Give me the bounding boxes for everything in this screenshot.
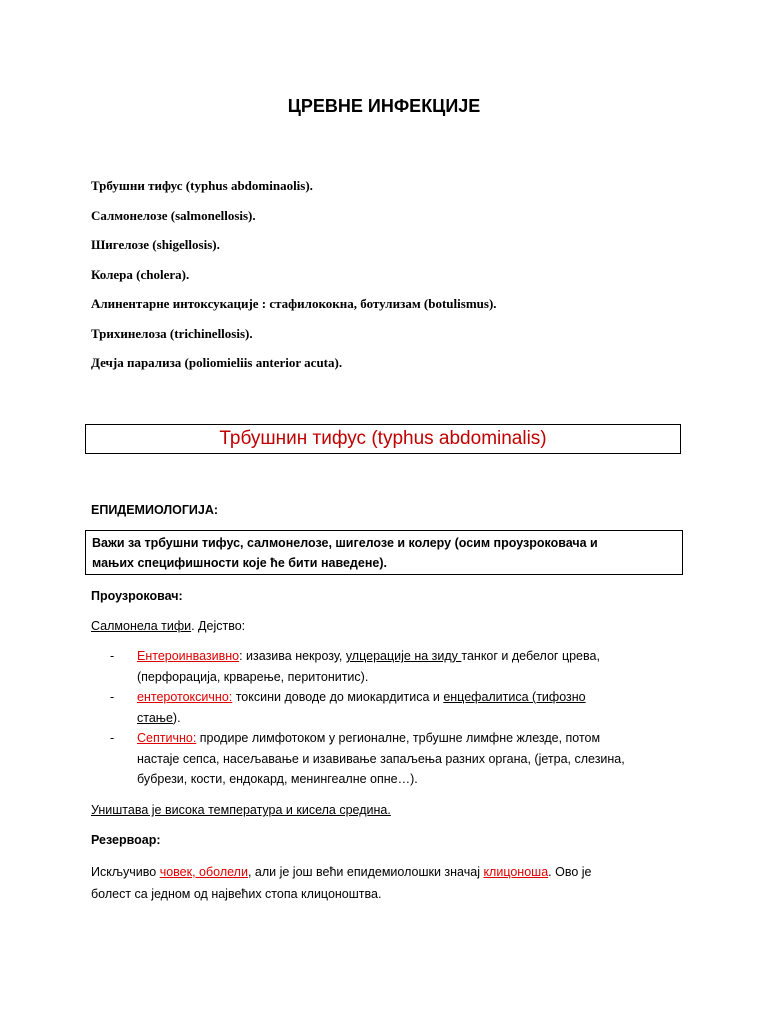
list-item: Трбушни тифус (typhus abdominaolis). — [91, 178, 313, 193]
note-box — [85, 530, 683, 575]
list-item: Трихинелоза (trichinellosis). — [91, 325, 253, 341]
reservoir-text-e: . Ово је — [548, 865, 592, 879]
list-item: Алинентарне интоксукације : стафилококна, ботулизам (botulismus). — [91, 296, 497, 311]
list-item: Дечја парализа (poliomieliis anterior acuta). — [91, 355, 343, 370]
effect-underlined: улцерације на зиду — [345, 649, 462, 663]
epidemiology-label: ЕПИДЕМИОЛОГИЈА: — [91, 503, 219, 517]
document-title: ЦРЕВНЕ ИНФЕКЦИЈЕ — [287, 96, 481, 116]
pathogen-name: Салмонела тифи — [91, 619, 192, 633]
effect-text: бубрези, кости, ендокард, менингеалне опне…). — [137, 772, 418, 786]
reservoir-text — [91, 861, 591, 905]
cause-label: Проузроковач: — [91, 589, 183, 603]
effect-text: настаје сепса, насељавање и изавивање запаљења разних органа, (јетра, слезина, — [137, 751, 625, 766]
effect-text: танког и дебелог црева, — [461, 649, 600, 663]
list-item — [110, 728, 680, 790]
bullet-dash: - — [110, 731, 115, 745]
destroyed-by: Уништава је висока температура и кисела средина. — [91, 803, 391, 817]
effect-text: продире лимфотоком у регионалне, трбушне лимфне жлезде, потом — [196, 731, 601, 745]
cause-line — [91, 616, 245, 637]
reservoir-text-a: Искључиво — [91, 865, 160, 879]
note-line-2: мањих специфишности које ће бити наведене). — [92, 556, 387, 570]
list-item: Колера (cholera). — [91, 266, 190, 282]
effect-term: ентеротоксично: — [137, 690, 233, 704]
effects-list — [110, 646, 680, 790]
effect-underlined: енцефалитиса (тифозно — [443, 690, 586, 704]
section-heading-box — [85, 424, 681, 454]
disease-list — [91, 178, 497, 385]
list-item — [110, 687, 680, 728]
note-line-1: Важи за трбушни тифус, салмонелозе, шигелозе и колеру (осим проузроковача и — [92, 536, 598, 550]
effect-text: : изазива некрозу, — [239, 649, 346, 663]
effect-term: Септично: — [137, 731, 197, 745]
effect-term: Ентероинвазивно — [137, 649, 240, 663]
bullet-dash: - — [110, 690, 115, 704]
reservoir-line-2: болест са једном од највећих стопа клицоноштва. — [91, 887, 382, 901]
effect-underlined: стање — [137, 710, 173, 725]
list-item: Шигелозе (shigellosis). — [91, 237, 220, 252]
section-heading: Трбушнин тифус (typhus abdominalis) — [219, 428, 547, 449]
reservoir-carrier: клицоноша — [483, 865, 549, 879]
reservoir-label: Резервоар: — [91, 833, 161, 847]
list-item: Салмонелозе (salmonellosis). — [91, 207, 256, 223]
bullet-dash: - — [110, 649, 115, 663]
cause-line-rest: . Дејство: — [191, 619, 246, 633]
effect-text: (перфорација, крварење, перитонитис). — [137, 669, 369, 684]
effect-text: токсини доводе до миокардитиса и — [232, 690, 444, 704]
effect-text: ). — [172, 710, 181, 725]
reservoir-text-c: , али је још већи епидемиолошки значај — [247, 865, 484, 879]
reservoir-highlight: човек, оболели — [159, 865, 248, 879]
list-item — [110, 646, 680, 687]
